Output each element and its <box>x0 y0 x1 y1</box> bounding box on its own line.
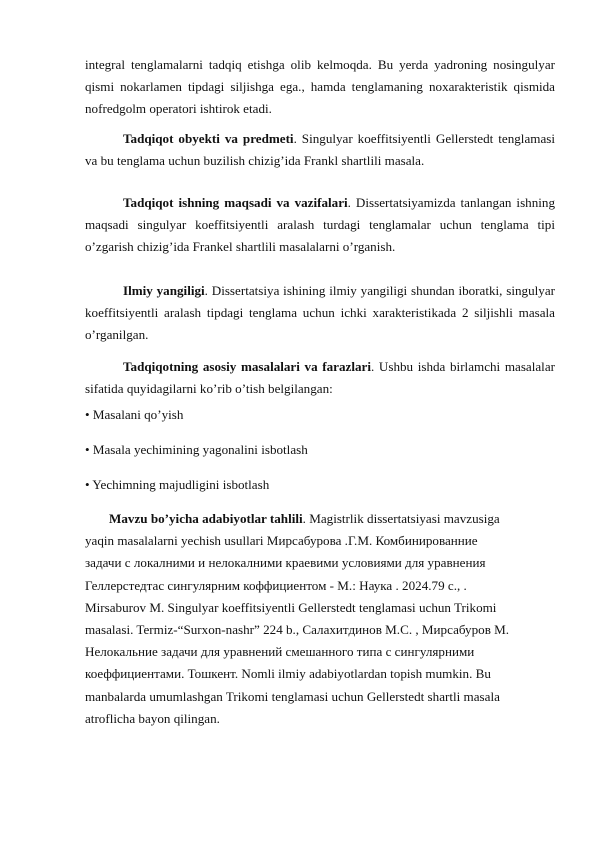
text-tasks: . Ushbu ishda birlamchi masalalar sifatida quyidagilarni ko’rib o’tish belgilangan: <box>85 359 555 397</box>
heading-tasks: Tadqiqotning asosiy masalalari va farazlari <box>123 359 371 374</box>
paragraph-novelty <box>85 280 555 347</box>
heading-goal: Tadqiqot ishning maqsadi va vazifalari <box>123 195 348 210</box>
bullet-item: • Masalani qo’yish <box>85 407 184 422</box>
paragraph-tasks <box>85 356 555 400</box>
heading-novelty: Ilmiy yangiligi <box>123 283 205 298</box>
literature-line: Mirsaburov M. Singulyar koeffitsiyentli Gellerstedt tenglamasi uchun Trikomi <box>85 599 497 615</box>
literature-line: yaqin masalalarni yechish usullari Мирсабурова .Г.М. Комбинированние <box>85 533 478 549</box>
literature-line: задачи с локалними и нелокалними краевими условиями для уравнения <box>85 555 486 571</box>
paragraph-goal <box>85 192 555 259</box>
literature-line: manbalarda umumlashgan Trikomi tenglamasi uchun Gellerstedt shartli masala <box>85 688 500 704</box>
text-novelty: . Dissertatsiya ishining ilmiy yangiligi shundan iboratki, singulyar koeffitsiyentli aralash tipdagi tenglama uchun ichki xarakteristikada 2 siljishli masala o’rganilgan. <box>85 283 555 343</box>
paragraph-literature <box>85 508 555 730</box>
literature-line: masalasi. Termiz-“Surxon-nashr” 224 b., Салахитдинов М.С. , Мирсабуров М. <box>85 622 510 638</box>
heading-literature: Mavzu bo’yicha adabiyotlar tahlili <box>109 511 303 526</box>
paragraph-object <box>85 128 555 172</box>
literature-line: atroflicha bayon qilingan. <box>85 710 220 726</box>
literature-line: коеффициентами. Тошкент. Nomli ilmiy adabiyotlardan topish mumkin. Bu <box>85 666 491 682</box>
literature-line: Mavzu bo’yicha adabiyotlar tahlili. Magistrlik dissertatsiyasi mavzusiga <box>109 511 500 526</box>
bullet-item: • Yechimning majudligini isbotlash <box>85 477 270 492</box>
text-goal: . Dissertatsiyamizda tanlangan ishning maqsadi singulyar koeffitsiyentli aralash turdagi tenglamalar uchun tenglama tipi o’zgarish chizig’ida Frankel shartlili masalalarni o’rganish. <box>85 195 555 255</box>
text-object: . Singulyar koeffitsiyentli Gellerstedt tenglamasi va bu tenglama uchun buzilish chizig’ida Frankl shartlili masala. <box>85 131 555 169</box>
bullet-item: • Masala yechimining yagonalini isbotlash <box>85 442 308 457</box>
paragraph-intro: integral tenglamalarni tadqiq etishga olib kelmoqda. Bu yerda yadroning nosingulyar qismi nokarlamen tipdagi siljishga ega., hamda tenglamaning noxarakteristik qismida nofredgolm operatori ishtirok etadi. <box>85 57 555 117</box>
literature-line: Нелокальние задачи для уравнений смешанного типа с сингулярними <box>85 644 475 660</box>
heading-object: Tadqiqot obyekti va predmeti <box>123 131 294 146</box>
literature-line: Геллерстедтас сингулярним коффициентом - М.: Наука . 2024.79 с., . <box>85 577 467 593</box>
